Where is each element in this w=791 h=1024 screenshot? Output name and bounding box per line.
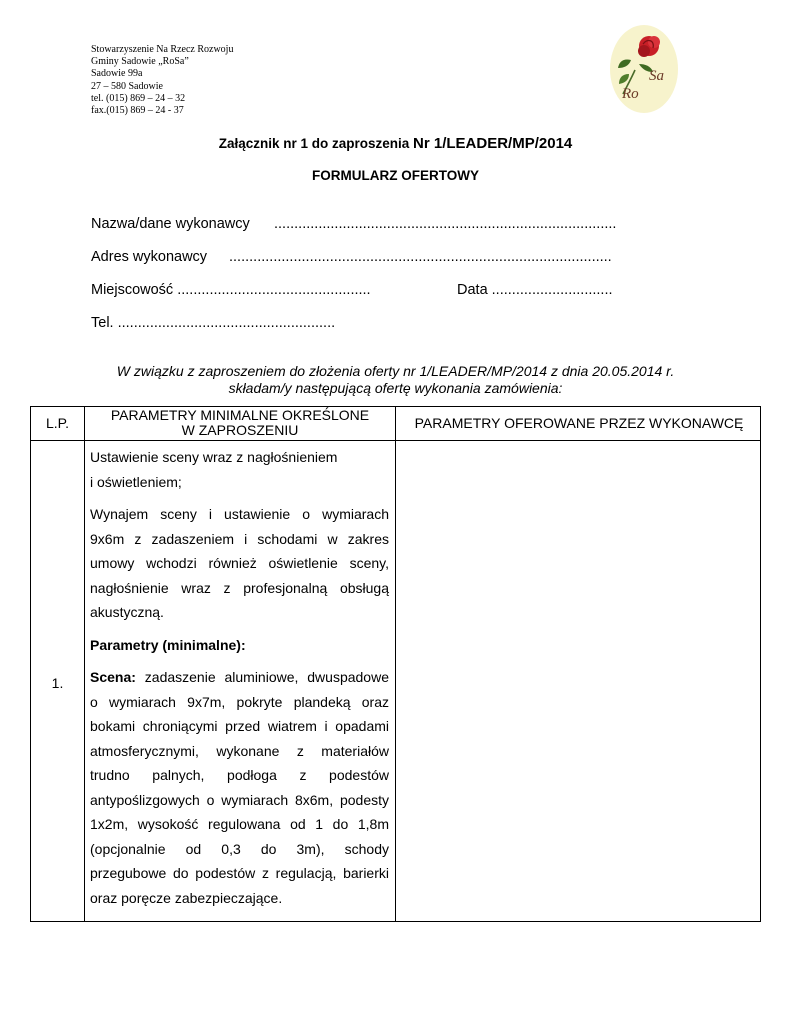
attachment-code: Nr 1/LEADER/MP/2014: [413, 135, 573, 152]
min-params-cell: [90, 445, 389, 910]
logo-text-sa: Sa: [649, 68, 664, 84]
intro-line-1: W związku z zaproszeniem do złożenia oferty nr 1/LEADER/MP/2014 z dnia 20.05.2014 r.: [116, 363, 675, 379]
org-line: tel. (015) 869 – 24 – 32: [91, 92, 186, 104]
desc-line: akustyczną.: [90, 604, 164, 620]
tel-field: Tel. ......................................................: [91, 315, 336, 331]
params-title: Parametry (minimalne):: [90, 636, 246, 653]
scena-label: Scena:: [90, 669, 136, 685]
org-line: 27 – 580 Sadowie: [91, 80, 163, 92]
desc-line: nagłośnienie wraz z profesjonalną obsługą: [90, 579, 389, 596]
scena-first-text: zadaszenie aluminiowe, dwuspadowe: [135, 669, 389, 685]
logo-text-ro: Ro: [622, 86, 639, 102]
row-title-line-2: i oświetleniem;: [90, 473, 182, 490]
offer-table: [30, 406, 761, 922]
scena-first-line: [90, 665, 389, 690]
scena-line: 1x2m, wysokość regulowana od 1 do 1,8m: [90, 816, 389, 832]
desc-line: 9x6m z zadaszeniem i schodami w zakres: [90, 530, 389, 547]
scena-line: atmosferycznymi, wykonane z materiałów: [90, 742, 389, 759]
scena-line: przegubowe do podestów z regulacją, barierki: [90, 865, 389, 881]
header-min-params: [85, 408, 395, 438]
org-line: Sadowie 99a: [91, 68, 143, 80]
offered-params-cell[interactable]: [396, 441, 760, 921]
org-line: fax.(015) 869 – 24 - 37: [91, 105, 184, 117]
org-line: Gminy Sadowie „RoSa”: [91, 56, 189, 68]
row-title-line-1: Ustawienie sceny wraz z nagłośnieniem: [90, 449, 338, 465]
intro-text: [0, 363, 791, 396]
scena-line: bokami chroniącymi przed wiatrem i opadami: [90, 718, 389, 734]
header-min-line-1: PARAMETRY MINIMALNE OKREŚLONE: [110, 407, 370, 423]
contractor-name-label: Nazwa/dane wykonawcy: [91, 216, 250, 232]
rosa-logo: [609, 24, 679, 114]
row-number: 1.: [51, 675, 64, 691]
contractor-name-field: .....................................................................................: [274, 216, 617, 232]
header-min-line-2: W ZAPROSZENIU: [181, 422, 299, 438]
form-title: FORMULARZ OFERTOWY: [312, 168, 479, 183]
desc-line: umowy wchodzi również oświetlenie sceny,: [90, 555, 389, 571]
org-line: Stowarzyszenie Na Rzecz Rozwoju: [91, 44, 234, 55]
contractor-address-field: ...............................................................................................: [229, 249, 612, 265]
intro-line-2: składam/y następującą ofertę wykonania zamówienia:: [228, 379, 563, 396]
desc-line: Wynajem sceny i ustawienie o wymiarach: [90, 506, 389, 522]
contractor-address-label: Adres wykonawcy: [91, 249, 208, 265]
organization-address: [91, 44, 233, 117]
attachment-title: [0, 135, 791, 152]
scena-line: o wymiarach 9x7m, pokryte plandeką oraz: [90, 693, 389, 710]
scena-line: antypoślizgowych o wymiarach 8x6m, podesty: [90, 791, 389, 808]
header-lp: L.P.: [45, 415, 70, 431]
attachment-title-prefix: Załącznik nr 1 do zaproszenia: [218, 136, 414, 151]
header-offered-params: PARAMETRY OFEROWANE PRZEZ WYKONAWCĘ: [414, 415, 744, 431]
scena-line: (opcjonalnie od 0,3 do 3m), schody: [90, 840, 389, 857]
date-field: Data ..............................: [457, 282, 613, 298]
scena-line: trudno palnych, podłoga z podestów: [90, 767, 389, 783]
city-field: Miejscowość ................................................: [91, 282, 371, 298]
table-divider: [84, 407, 85, 921]
scena-line: oraz poręcze zabezpieczające.: [90, 889, 283, 906]
